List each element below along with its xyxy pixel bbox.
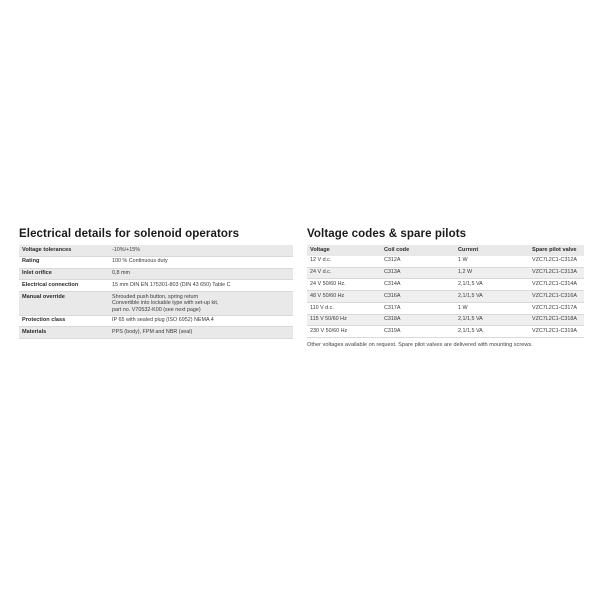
- table-row: [19, 245, 293, 256]
- column-header-coil-code: Coil code: [384, 246, 410, 253]
- column-header-spare-pilot-valve: Spare pilot valve: [532, 246, 577, 253]
- current-cell: 1 W: [458, 257, 468, 264]
- spare-pilot-cell: VZC7L2C1-C317A: [532, 304, 577, 311]
- table-header-row: [307, 245, 584, 256]
- spec-value: PPS (body), FPM and NBR (seal): [112, 328, 193, 335]
- voltage-cell: 48 V 50/60 Hz: [310, 292, 345, 299]
- table-row: [19, 256, 293, 268]
- table-row: [307, 256, 584, 267]
- table-row: [19, 292, 293, 315]
- coil-code-cell: C314A: [384, 280, 401, 287]
- spec-value: [109, 292, 293, 315]
- spec-value: 100 % Continuous duty: [112, 258, 168, 265]
- spec-label: Electrical connection: [22, 281, 79, 288]
- voltage-cell: 24 V d.c.: [310, 269, 332, 276]
- current-cell: 1,2 W: [458, 269, 473, 276]
- column-header-current: Current: [458, 246, 479, 253]
- spec-value: IP 65 with sealed plug (ISO 6952) NEMA 4: [112, 317, 214, 324]
- table-row: [307, 267, 584, 279]
- spare-pilot-cell: VZC7L2C1-C318A: [532, 316, 577, 323]
- spare-pilot-cell: VZC7L2C1-C314A: [532, 280, 577, 287]
- electrical-details-section: [19, 228, 293, 339]
- spec-value-line: part no. V70532-K00 (see next page): [112, 306, 201, 313]
- spare-pilot-cell: VZC7L2C1-C313A: [532, 269, 577, 276]
- current-cell: 2,1/1,5 VA: [458, 280, 483, 287]
- spare-pilot-cell: VZC7L2C1-C312A: [532, 257, 577, 264]
- coil-code-cell: C312A: [384, 257, 401, 264]
- spec-label: Manual override: [22, 293, 65, 300]
- voltage-cell: 115 V 50/60 Hz: [310, 316, 347, 323]
- coil-code-cell: C317A: [384, 304, 401, 311]
- spare-pilot-cell: VZC7L2C1-C316A: [532, 292, 577, 299]
- coil-code-cell: C316A: [384, 292, 401, 299]
- coil-code-cell: C319A: [384, 328, 401, 335]
- current-cell: 2,1/1,5 VA: [458, 316, 483, 323]
- coil-code-cell: C313A: [384, 269, 401, 276]
- table-row: [19, 280, 293, 292]
- electrical-details-table: [19, 245, 293, 339]
- voltage-cell: 12 V d.c.: [310, 257, 332, 264]
- current-cell: 1 W: [458, 304, 468, 311]
- coil-code-cell: C318A: [384, 316, 401, 323]
- spec-value-line: Convertible into lockable type with set-up kit,: [112, 300, 219, 307]
- voltage-codes-table: [307, 245, 584, 338]
- spec-label: Inlet orifice: [22, 270, 52, 277]
- spec-label: Materials: [22, 328, 47, 335]
- current-cell: 2,1/1,5 VA: [458, 328, 483, 335]
- table-row: [307, 314, 584, 326]
- spec-label: Rating: [22, 258, 40, 265]
- voltage-cell: 110 V d.c.: [310, 304, 334, 311]
- table-row: [19, 315, 293, 327]
- table-row: [19, 268, 293, 280]
- table-row: [307, 291, 584, 303]
- voltage-cell: 230 V 50/60 Hz: [310, 328, 348, 335]
- spec-label: Protection class: [22, 317, 66, 324]
- table-row: [19, 327, 293, 339]
- voltage-codes-section: [307, 228, 584, 349]
- table-row: [307, 326, 584, 338]
- spec-label: Voltage tolerances: [22, 246, 72, 253]
- table-row: [307, 302, 584, 314]
- current-cell: 2,1/1,5 VA: [458, 292, 483, 299]
- voltage-footnote: Other voltages available on request. Spare pilot valves are delivered with mounting screws.: [307, 342, 533, 349]
- spec-value: -10%/+15%: [112, 246, 141, 253]
- spec-value-line: Shrouded push button, spring return: [112, 293, 199, 300]
- spec-value: 15 mm DIN EN 175301-803 (DIN 43 650) Table C: [112, 281, 231, 288]
- spare-pilot-cell: VZC7L2C1-C319A: [532, 328, 577, 335]
- spec-value: 0,8 mm: [112, 270, 130, 277]
- table-row: [307, 279, 584, 291]
- voltage-cell: 24 V 50/60 Hz.: [310, 280, 346, 287]
- column-header-voltage: Voltage: [310, 246, 330, 253]
- electrical-details-title: Electrical details for solenoid operators: [19, 228, 240, 240]
- voltage-codes-title: Voltage codes & spare pilots: [307, 228, 467, 240]
